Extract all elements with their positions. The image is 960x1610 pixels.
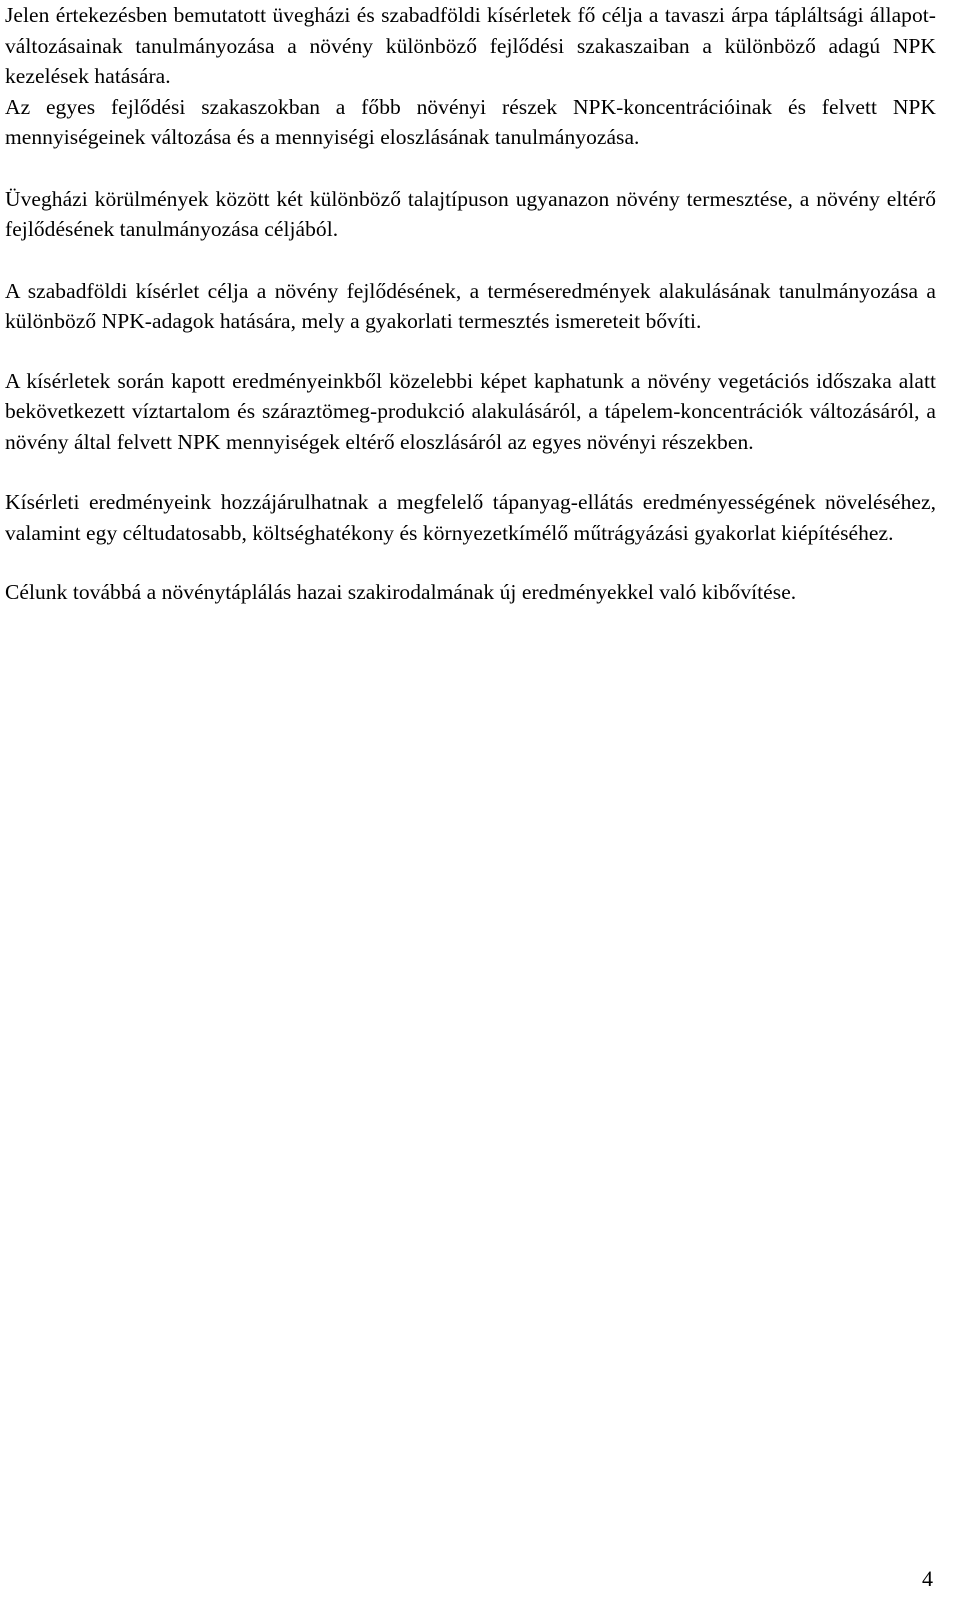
- paragraph-npk-concentration: Az egyes fejlődési szakaszokban a főbb növényi részek NPK-koncentrációinak és felvett NPK mennyiségeinek változása és a mennyiségi eloszlásának tanulmányozása.: [5, 94, 936, 149]
- paragraph-contribution: Kísérleti eredményeink hozzájárulhatnak a megfelelő tápanyag-ellátás eredményességének növeléséhez, valamint egy céltudatosabb, költséghatékony és környezetkímélő műtrágyázási gyakorlat kiépítéséhez.: [5, 490, 936, 545]
- page-number: 4: [922, 1566, 933, 1591]
- document-page: [5, 0, 936, 608]
- paragraph-results: A kísérletek során kapott eredményeinkből közelebbi képet kaphatunk a növény vegetációs időszaka alatt bekövetkezett víztartalom és száraztömeg-produkció alakulásáról, a tápelem-koncentrációk változásáról, a növény által felvett NPK mennyiségek eltérő eloszlásáról az egyes növényi részekben.: [5, 368, 936, 454]
- paragraph-field-experiment: A szabadföldi kísérlet célja a növény fejlődésének, a terméseredmények alakulásának tanulmányozása a különböző NPK-adagok hatására, mely a gyakorlati termesztés ismereteit bővíti.: [5, 278, 936, 333]
- paragraph-main-goal: Jelen értekezésben bemutatott üvegházi és szabadföldi kísérletek fő célja a tavaszi árpa tápláltsági állapot-változásainak tanulmányozása a növény különböző fejlődési szakaszaiban a különböző adagú NPK kezelések hatására.: [5, 3, 936, 88]
- paragraph-literature-goal: Célunk továbbá a növénytáplálás hazai szakirodalmának új eredményekkel való kibővítése.: [5, 580, 797, 604]
- paragraph-greenhouse: Üvegházi körülmények között két különböző talajtípuson ugyanazon növény termesztése, a növény eltérő fejlődésének tanulmányozása céljából.: [5, 186, 936, 241]
